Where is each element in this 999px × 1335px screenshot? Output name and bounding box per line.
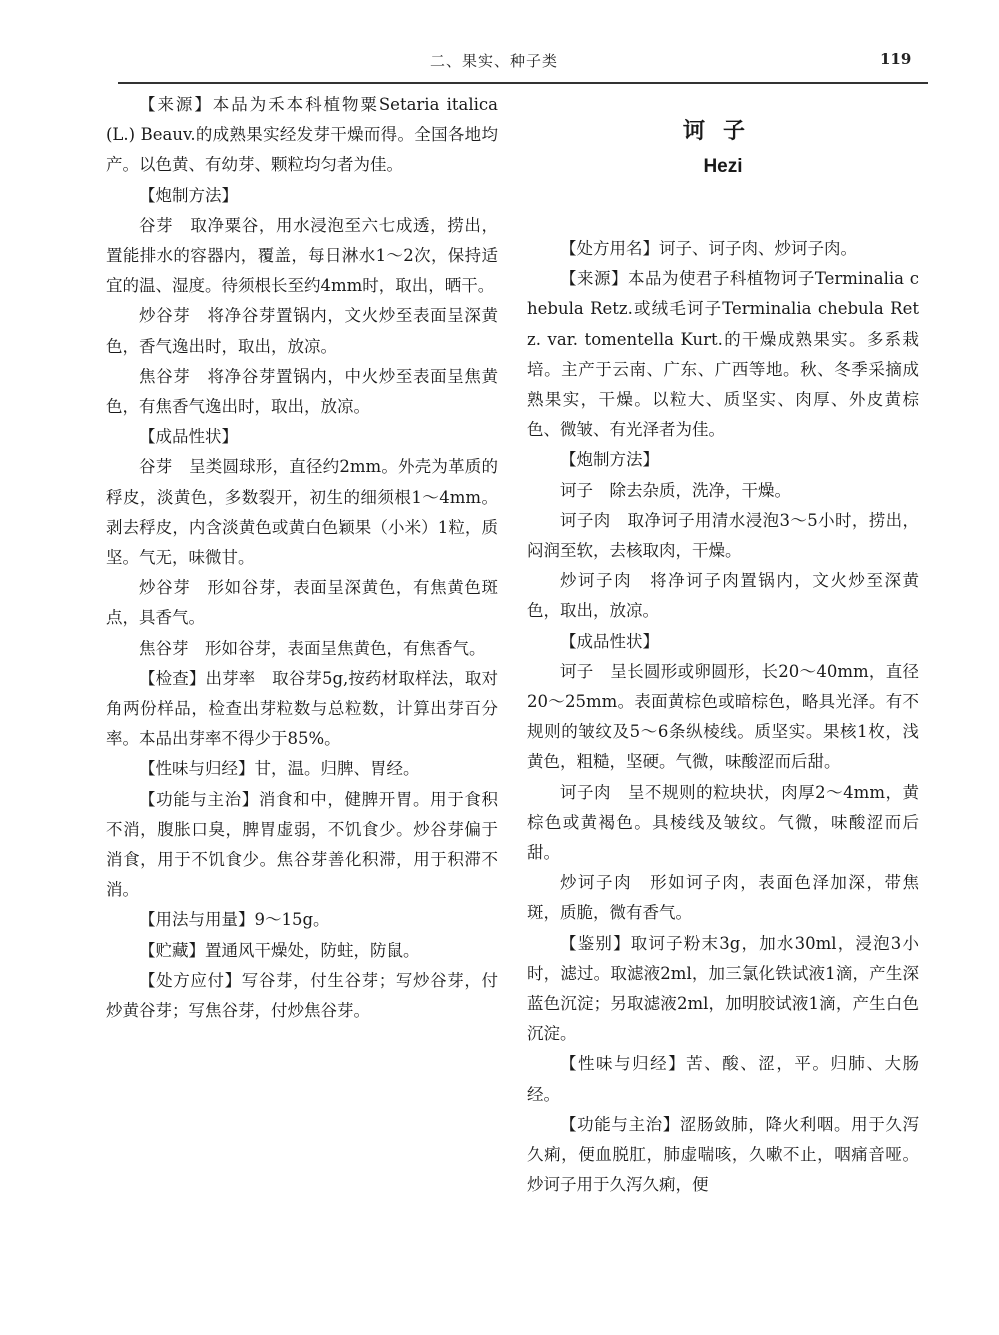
paragraph: 【处方用名】诃子、诃子肉、炒诃子肉。 [560, 239, 857, 258]
paragraph: 【用法与用量】9～15g。 [139, 910, 330, 930]
section-heading: 【成品性状】 [560, 631, 659, 651]
paragraph: 【功能与主治】涩肠敛肺，降火利咽。用于久泻久痢，便血脱肛，肺虚喘咳，久嗽不止，咽痛音哑。炒诃子用于久泻久痢，便 [527, 1114, 919, 1195]
paragraph: 焦谷芽 将净谷芽置锅内，中火炒至表面呈焦黄色，有焦香气逸出时，取出，放凉。 [106, 366, 498, 417]
paragraph: 诃子肉 取净诃子用清水浸泡3～5小时，捞出，闷润至软，去核取肉，干燥。 [527, 510, 919, 561]
paragraph: 【来源】本品为使君子科植物诃子Terminalia chebula Retz.或绒毛诃子Terminalia chebula Retz. var. tomentella Kurt.的干燥成熟果实。多系栽培。主产于云南、广东、广西等地。秋、冬季采摘成熟果实，干燥。以粒大、质坚实、肉厚、外皮黄棕色、微皱、有光泽者为佳。 [527, 269, 919, 440]
paragraph: 炒诃子肉 将净诃子肉置锅内，文火炒至深黄色，取出，放凉。 [527, 571, 919, 621]
entry-pinyin: Hezi [703, 156, 743, 177]
running-title: 二、果实、种子类 [430, 52, 559, 70]
paragraph: 炒谷芽 将净谷芽置锅内，文火炒至表面呈深黄色，香气逸出时，取出，放凉。 [106, 306, 498, 356]
paragraph: 【鉴别】取诃子粉末3g，加水30ml，浸泡3小时，滤过。取滤液2ml，加三氯化铁试液1滴，产生深蓝色沉淀；另取滤液2ml，加明胶试液1滴，产生白色沉淀。 [527, 933, 919, 1044]
running-head [0, 50, 999, 74]
entry-title: 诃子 [682, 119, 763, 144]
paragraph: 【性味与归经】苦、酸、涩，平。归肺、大肠经。 [527, 1054, 919, 1104]
paragraph: 【检查】出芽率 取谷芽5g,按药材取样法，取对角两份样品，检查出芽粒数与总粒数，计算出芽百分率。本品出芽率不得少于85%。 [106, 668, 498, 749]
paragraph: 诃子肉 呈不规则的粒块状，肉厚2～4mm，黄棕色或黄褐色。具棱线及皱纹。气微，味酸涩而后甜。 [527, 782, 919, 863]
paragraph: 谷芽 呈类圆球形，直径约2mm。外壳为革质的稃皮，淡黄色，多数裂开，初生的细须根1～4mm。剥去稃皮，内含淡黄色或黄白色颖果（小米）1粒，质坚。气无，味微甘。 [106, 457, 498, 568]
section-heading: 【成品性状】 [139, 427, 238, 447]
paragraph: 诃子 呈长圆形或卵圆形，长20～40mm，直径20～25mm。表面黄棕色或暗棕色，略具光泽。有不规则的皱纹及5～6条纵棱线。质坚实。果核1枚，浅黄色，粗糙，坚硬。气微，味酸涩而后甜。 [527, 661, 919, 772]
section-heading: 【炮制方法】 [139, 185, 238, 205]
left-column [106, 90, 498, 1026]
header-rule [118, 82, 928, 84]
paragraph: 炒谷芽 形如谷芽，表面呈深黄色，有焦黄色斑点，具香气。 [106, 578, 498, 628]
paragraph: 诃子 除去杂质，洗净，干燥。 [560, 480, 791, 500]
paragraph: 【来源】本品为禾本科植物粟Setaria italica (L.) Beauv.的成熟果实经发芽干燥而得。全国各地均产。以色黄、有幼芽、颗粒均匀者为佳。 [106, 95, 498, 175]
paragraph: 炒诃子肉 形如诃子肉，表面色泽加深，带焦斑，质脆，微有香气。 [527, 873, 919, 923]
paragraph: 【贮藏】置通风干燥处，防蛀，防鼠。 [139, 940, 420, 960]
right-column [527, 234, 919, 1201]
paragraph: 谷芽 取净粟谷，用水浸泡至六七成透，捞出，置能排水的容器内，覆盖，每日淋水1～2次，保持适宜的温、湿度。待须根长至约4mm时，取出，晒干。 [106, 215, 498, 296]
paragraph: 【处方应付】写谷芽，付生谷芽；写炒谷芽，付炒黄谷芽；写焦谷芽，付炒焦谷芽。 [106, 970, 498, 1021]
paragraph: 焦谷芽 形如谷芽，表面呈焦黄色，有焦香气。 [139, 638, 486, 658]
paragraph: 【功能与主治】消食和中，健脾开胃。用于食积不消，腹胀口臭，脾胃虚弱，不饥食少。炒谷芽偏于消食，用于不饥食少。焦谷芽善化积滞，用于积滞不消。 [106, 789, 498, 900]
page-number: 119 [880, 50, 912, 68]
section-heading: 【炮制方法】 [560, 450, 659, 470]
paragraph: 【性味与归经】甘，温。归脾、胃经。 [139, 759, 420, 779]
